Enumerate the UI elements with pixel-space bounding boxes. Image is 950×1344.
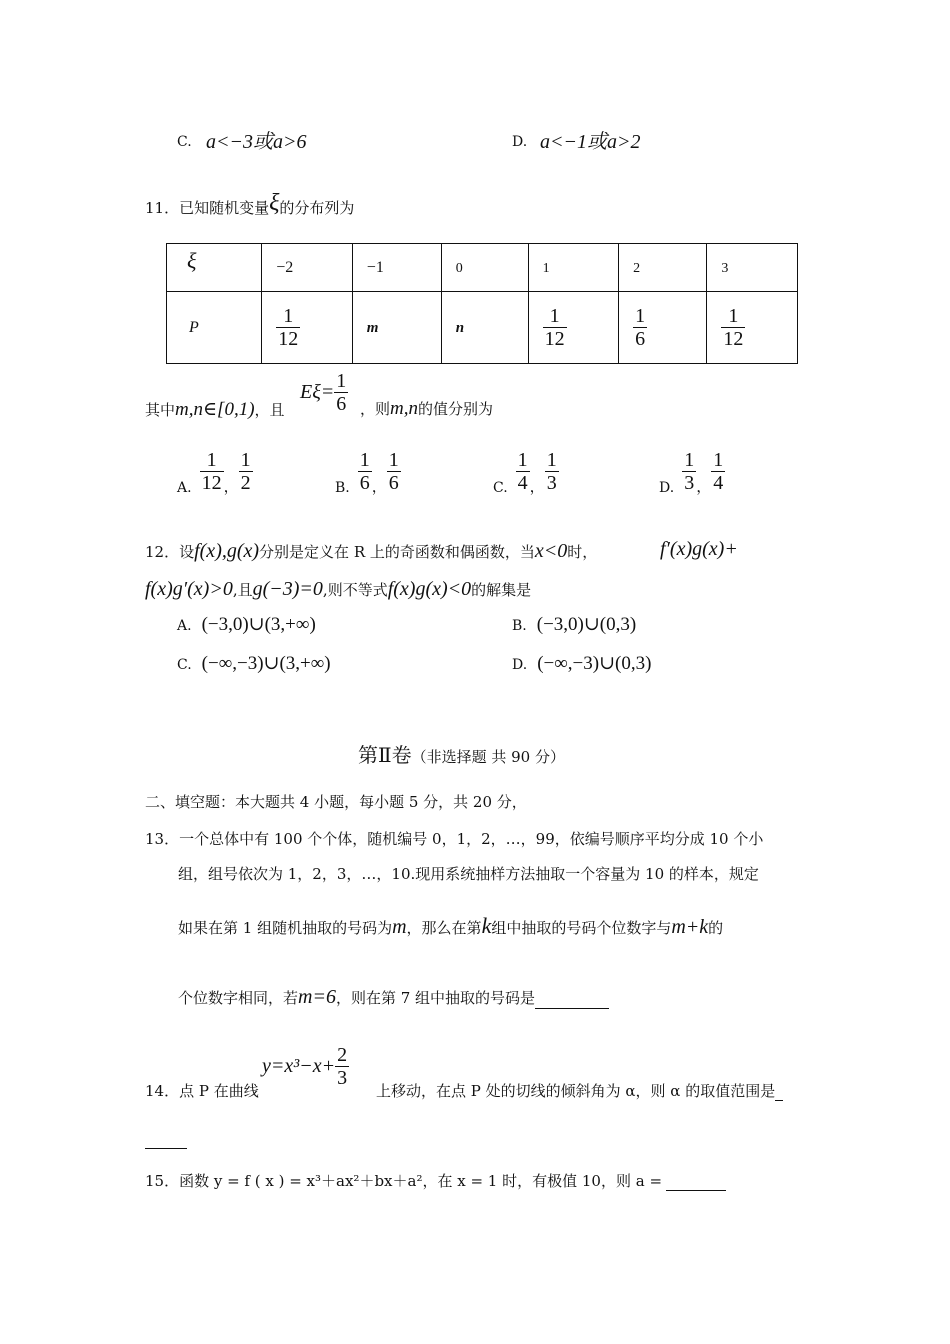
- q15-text: 15．函数 y = f ( x ) = x³＋ax²＋bx＋a²，在 x = 1 时，有极值 10，则 a =: [145, 1172, 663, 1190]
- q11-expect-den: 6: [336, 393, 347, 415]
- q11-cond-mid: ，且: [254, 401, 285, 419]
- q11-option-second-fraction-den: 2: [240, 472, 251, 494]
- q12-inequality: f(x)g(x)<0: [387, 578, 472, 600]
- q12-fg: f(x),g(x): [194, 540, 260, 562]
- p-frac-num: 1: [721, 305, 745, 328]
- q13-m-equals-6: m=6: [298, 986, 336, 1008]
- table-cell-xi-value: [528, 244, 619, 292]
- table-cell-xi-value: [262, 244, 353, 292]
- q11-option-first-fraction: [358, 449, 372, 494]
- q13-line3-post: 的: [708, 919, 724, 937]
- q13-line4: [178, 986, 609, 1009]
- q11-option-first-fraction-num: 1: [359, 449, 370, 471]
- q13-m-plus-k: m+k: [671, 916, 709, 938]
- q11-cond-then: ，则: [360, 400, 391, 418]
- q11-option-second-fraction-num: 1: [546, 449, 557, 471]
- q12-option: [177, 652, 331, 675]
- q13-line2: 组，组号依次为 1，2，3，…，10.现用系统抽样方法抽取一个容量为 10 的样本，规定: [178, 865, 759, 883]
- q13-line1: 13．一个总体中有 100 个个体，随机编号 0，1，2，…，99，依编号顺序平均分成 10 个小: [145, 830, 764, 848]
- q11-option-first-fraction-num: 1: [684, 449, 695, 471]
- q11-option-first-fraction-den: 6: [359, 472, 370, 494]
- q11-option-label: A.: [177, 479, 192, 496]
- q14-answer-blank-start[interactable]: [775, 1084, 783, 1101]
- q13-line3-mid: ，那么在第: [406, 919, 482, 937]
- q10-option-d-text: a<−1或a>2: [540, 131, 641, 153]
- q11-option-comma: ，: [696, 477, 712, 496]
- q14-suffix-text: 上移动，在点 P 处的切线的倾斜角为 α，则 α 的取值范围是: [376, 1082, 776, 1100]
- q13-line3-mid2: 组中抽取的号码个位数字与: [491, 919, 672, 937]
- q12-text1: 分别是定义在 R 上的奇函数和偶函数，当: [259, 543, 535, 561]
- q12-option: [512, 613, 636, 636]
- q12-text3: ,且: [232, 581, 253, 599]
- q11-option-first-fraction-den: 3: [684, 472, 695, 494]
- q11-expect-fraction: [334, 370, 348, 415]
- table-row-p: [167, 292, 798, 364]
- section2-subtitle: （非选择题 共 90 分）: [411, 748, 565, 766]
- xi-value: 2: [633, 260, 641, 276]
- section2-title: [358, 739, 565, 768]
- q14-suffix: [376, 1080, 783, 1101]
- q11-option-first-fraction-num: 1: [517, 449, 528, 471]
- p-variable: n: [455, 319, 465, 336]
- p-frac-num: 1: [276, 305, 300, 328]
- p-frac-den: 12: [723, 328, 744, 350]
- q13-line4-pre: 个位数字相同，若: [178, 989, 299, 1007]
- q13-m: m: [392, 916, 407, 938]
- q10-option-c-text: a<−3或a>6: [206, 131, 307, 153]
- q12-option-text: (−∞,−3)∪(0,3): [537, 653, 652, 674]
- table-cell-p-value: [441, 292, 528, 364]
- p-fraction: [276, 305, 300, 350]
- q12-option-text: (−∞,−3)∪(3,+∞): [201, 653, 331, 674]
- q11-option-first-fraction-num: 1: [200, 449, 224, 472]
- q11-option-first-fraction: [682, 449, 696, 494]
- table-cell-p-value: [619, 292, 707, 364]
- q11-option-second-fraction-den: 3: [546, 472, 557, 494]
- q11-condition-prefix: [145, 398, 285, 421]
- q12-option-text: (−3,0)∪(3,+∞): [201, 614, 316, 635]
- p-frac-den: 12: [278, 328, 299, 350]
- table-cell-xi-value: [707, 244, 798, 292]
- q12-derivative-part2: f(x)g′(x)>0: [145, 578, 233, 600]
- q11-cond-pre: 其中: [145, 401, 176, 419]
- q12-cond: x<0: [534, 540, 568, 562]
- q14-answer-blank[interactable]: [145, 1132, 187, 1149]
- q11-option: [177, 449, 253, 497]
- q11-option-first-fraction: [200, 449, 224, 494]
- q12-line2: [145, 578, 531, 601]
- q12-option-label: C.: [177, 657, 192, 673]
- q12-line1: [145, 540, 597, 563]
- q11-condition-suffix: [360, 398, 493, 420]
- q11-option-second-fraction: [711, 449, 725, 494]
- p-fraction: [543, 305, 567, 350]
- q11-distribution-table: [166, 243, 798, 364]
- table-cell-p-value: [262, 292, 353, 364]
- table-row-xi: [167, 244, 798, 292]
- q15-line: [145, 1170, 726, 1191]
- q11-stem: [145, 190, 354, 218]
- xi-value: 0: [455, 260, 463, 276]
- q14-curve-fraction: [335, 1044, 349, 1089]
- q10-option-d-label: D.: [512, 134, 528, 150]
- q12-number: 12．设: [145, 543, 195, 561]
- q11-option-comma: ，: [371, 477, 387, 496]
- q11-option-second-fraction-num: 1: [240, 449, 251, 471]
- q11-option: [335, 449, 401, 497]
- q11-option-comma: ，: [223, 477, 239, 496]
- xi-symbol: ξ: [187, 248, 197, 273]
- q13-line3-pre: 如果在第 1 组随机抽取的号码为: [178, 919, 393, 937]
- q12-text5: 的解集是: [471, 581, 532, 599]
- q11-expect-num: 1: [336, 370, 347, 392]
- q11-cond-post: 的值分别为: [418, 400, 494, 418]
- q11-cond-vars: m,n: [390, 398, 418, 419]
- xi-value: −2: [276, 258, 294, 276]
- q12-option-label: D.: [512, 657, 528, 673]
- table-cell-p-value: [707, 292, 798, 364]
- q11-expect-lhs: Eξ=: [300, 381, 335, 403]
- p-frac-den: 12: [544, 328, 565, 350]
- table-cell-xi-value: [441, 244, 528, 292]
- q12-option: [512, 652, 651, 675]
- q13-line4-post: ，则在第 7 组中抽取的号码是: [335, 989, 536, 1007]
- q11-option: [659, 449, 725, 497]
- q11-option-second-fraction: [545, 449, 559, 494]
- q11-option-second-fraction: [239, 449, 253, 494]
- section2-intro: 二、填空题：本大题共 4 小题，每小题 5 分，共 20 分，: [145, 793, 527, 811]
- q12-text4: ,则不等式: [322, 581, 388, 599]
- q11-option-second-fraction-den: 4: [713, 472, 724, 494]
- q11-option-label: B.: [335, 479, 350, 496]
- p-frac-num: 1: [635, 305, 646, 327]
- q15-answer-blank[interactable]: [666, 1174, 726, 1191]
- q11-option-label: D.: [659, 479, 675, 496]
- q11-option-second-fraction-num: 1: [713, 449, 724, 471]
- table-header-p: [167, 292, 262, 364]
- q11-xi-symbol: ξ: [269, 190, 280, 216]
- q11-expectation: [300, 370, 348, 415]
- p-variable: m: [366, 319, 379, 336]
- q11-option-first-fraction-den: 4: [517, 472, 528, 494]
- q12-option: [177, 613, 316, 636]
- table-cell-xi-value: [352, 244, 441, 292]
- p-frac-den: 6: [635, 328, 646, 350]
- table-cell-p-value: [352, 292, 441, 364]
- q12-option-label: A.: [177, 618, 192, 634]
- p-label: P: [189, 318, 199, 336]
- table-header-xi: [167, 244, 262, 292]
- q14-prefix: 14．点 P 在曲线: [145, 1082, 259, 1100]
- xi-value: 3: [721, 260, 729, 276]
- q11-option-first-fraction-den: 12: [201, 472, 222, 494]
- q12-option-text: (−3,0)∪(0,3): [536, 614, 637, 635]
- q14-curve-expr: y=x³−x+: [262, 1055, 336, 1077]
- p-fraction: [633, 305, 647, 350]
- q10-option-c-label: C.: [177, 134, 192, 150]
- q12-text2: 时，: [567, 543, 598, 561]
- q13-answer-blank[interactable]: [535, 992, 609, 1009]
- q11-stem-suffix: 的分布列为: [279, 199, 355, 217]
- q12-option-label: B.: [512, 618, 527, 634]
- q12-g3: g(−3)=0: [252, 578, 323, 600]
- q11-option-label: C.: [493, 479, 508, 496]
- xi-value: −1: [366, 258, 384, 276]
- q11-stem-prefix: 11．已知随机变量: [145, 199, 270, 217]
- q14-curve: [262, 1044, 349, 1089]
- q11-option-second-fraction: [387, 449, 401, 494]
- p-frac-num: 1: [543, 305, 567, 328]
- q11-option-comma: ，: [529, 477, 545, 496]
- xi-value: 1: [542, 260, 550, 276]
- q11-option-second-fraction-den: 6: [388, 472, 399, 494]
- q11-option: [493, 449, 559, 497]
- q13-line3: [178, 913, 723, 939]
- table-cell-p-value: [528, 292, 619, 364]
- q11-option-first-fraction: [516, 449, 530, 494]
- q11-cond-set: m,n∈[0,1): [175, 399, 255, 420]
- q14-frac-den: 3: [337, 1067, 348, 1089]
- section2-title-text: 第Ⅱ卷: [358, 743, 412, 767]
- q13-k: k: [481, 913, 492, 938]
- table-cell-xi-value: [619, 244, 707, 292]
- q12-derivative-part1: f′(x)g(x)+: [660, 538, 738, 560]
- p-fraction: [721, 305, 745, 350]
- q14-frac-num: 2: [337, 1044, 348, 1066]
- q11-option-second-fraction-num: 1: [388, 449, 399, 471]
